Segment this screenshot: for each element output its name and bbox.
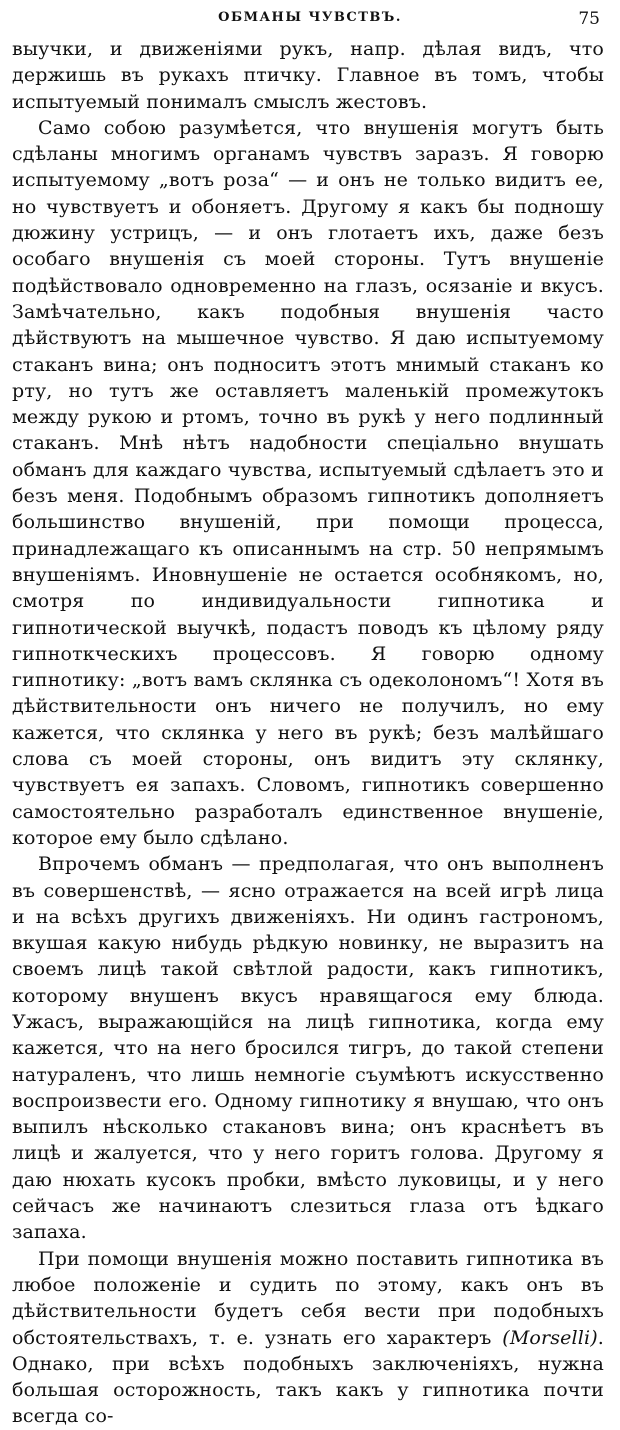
paragraph: Впрочемъ обманъ — предполагая, что онъ выполненъ въ совершенствѣ, — ясно отражается на всей игрѣ лица и на всѣхъ другихъ движеніяхъ. Ни одинъ гастрономъ, вкушая какую нибудь рѣдкую новинку, не выразитъ на своемъ лицѣ такой свѣтлой радости, какъ гипнотикъ, которому внушенъ вкусъ нравящагося ему блюда. Ужасъ, выражающійся на лицѣ гипнотика, когда ему кажется, что на него бросился тигръ, до такой степени натураленъ, что лишь немногіе съумѣютъ искусственно воспроизвести его. Одному гипнотику я внушаю, что онъ выпилъ нѣсколько стакановъ вина; онъ краснѣетъ въ лицѣ и жалуется, что у него горитъ голова. Другому я даю нюхать кусокъ пробки, вмѣсто луковицы, и у него сейчасъ же начинаютъ слезиться глаза отъ ѣдкаго запаха. (12, 853, 604, 1244)
page-number: 75 (578, 9, 600, 29)
paragraph-continuation: выучки, и движеніями рукъ, напр. дѣлая видъ, что держишь въ рукахъ птичку. Главное въ томъ, чтобы испытуемый понималъ смыслъ жестовъ. (12, 38, 604, 113)
page-header-title: ОБМАНЫ ЧУВСТВЪ. (218, 10, 402, 25)
paragraph: Само собою разумѣется, что внушенія могутъ быть сдѣланы многимъ органамъ чувствъ заразъ. Я говорю испытуемому „вотъ роза“ — и онъ не только видитъ ее, но чувствуетъ и обоняетъ. Другому я какъ бы подношу дюжину устрицъ, — и онъ глотаетъ ихъ, даже безъ особаго внушенія съ моей стороны. Тутъ внушеніе подѣйствовало одновременно на глазъ, осязаніе и вкусъ. Замѣчательно, какъ подобныя внушенія часто дѣйствуютъ на мышечное чувство. Я даю испытуемому стаканъ вина; онъ подноситъ этотъ мнимый стаканъ ко рту, но тутъ же оставляетъ маленькій промежутокъ между рукою и ртомъ, точно въ рукѣ у него подлинный стаканъ. Мнѣ нѣтъ надобности спеціально внушать обманъ для каждаго чувства, испытуемый сдѣлаетъ это и безъ меня. Подобнымъ образомъ гипнотикъ дополняетъ большинство внушеній, при помощи процесса, принадлежащаго къ описаннымъ на стр. 50 непрямымъ внушеніямъ. Иновнушеніе не остается особнякомъ, но, смотря по индивидуальности гипнотика и гипнотической выучкѣ, подастъ поводъ къ цѣлому ряду гипноткческихъ процессовъ. Я говорю одному гипнотику: „вотъ вамъ склянка съ одеколономъ“! Хотя въ дѣйствительности онъ ничего не получилъ, но ему кажется, что склянка у него въ рукѣ; безъ малѣйшаго слова съ моей стороны, онъ видитъ эту склянку, чувствуетъ ея запахъ. Словомъ, гипнотикъ совершенно самостоятельно разработалъ единственное внушеніе, которое ему было сдѣлано. (12, 116, 604, 849)
citation-author: (Morselli) (502, 1326, 598, 1349)
running-header (0, 10, 620, 32)
body-text (12, 36, 604, 1430)
paragraph-text: При помощи внушенія можно поставить гипнотика въ любое положеніе и судить по этому, какъ онъ въ дѣйствительности будетъ себя вести при подобныхъ обстоятельствахъ, т. е. узнать его характеръ (12, 1247, 604, 1349)
paragraph-text: . Однако, при всѣхъ подобныхъ заключеніяхъ, нужна большая осторожность, такъ какъ у гипнотика почти всегда со- (12, 1326, 604, 1428)
paragraph (12, 1246, 604, 1430)
